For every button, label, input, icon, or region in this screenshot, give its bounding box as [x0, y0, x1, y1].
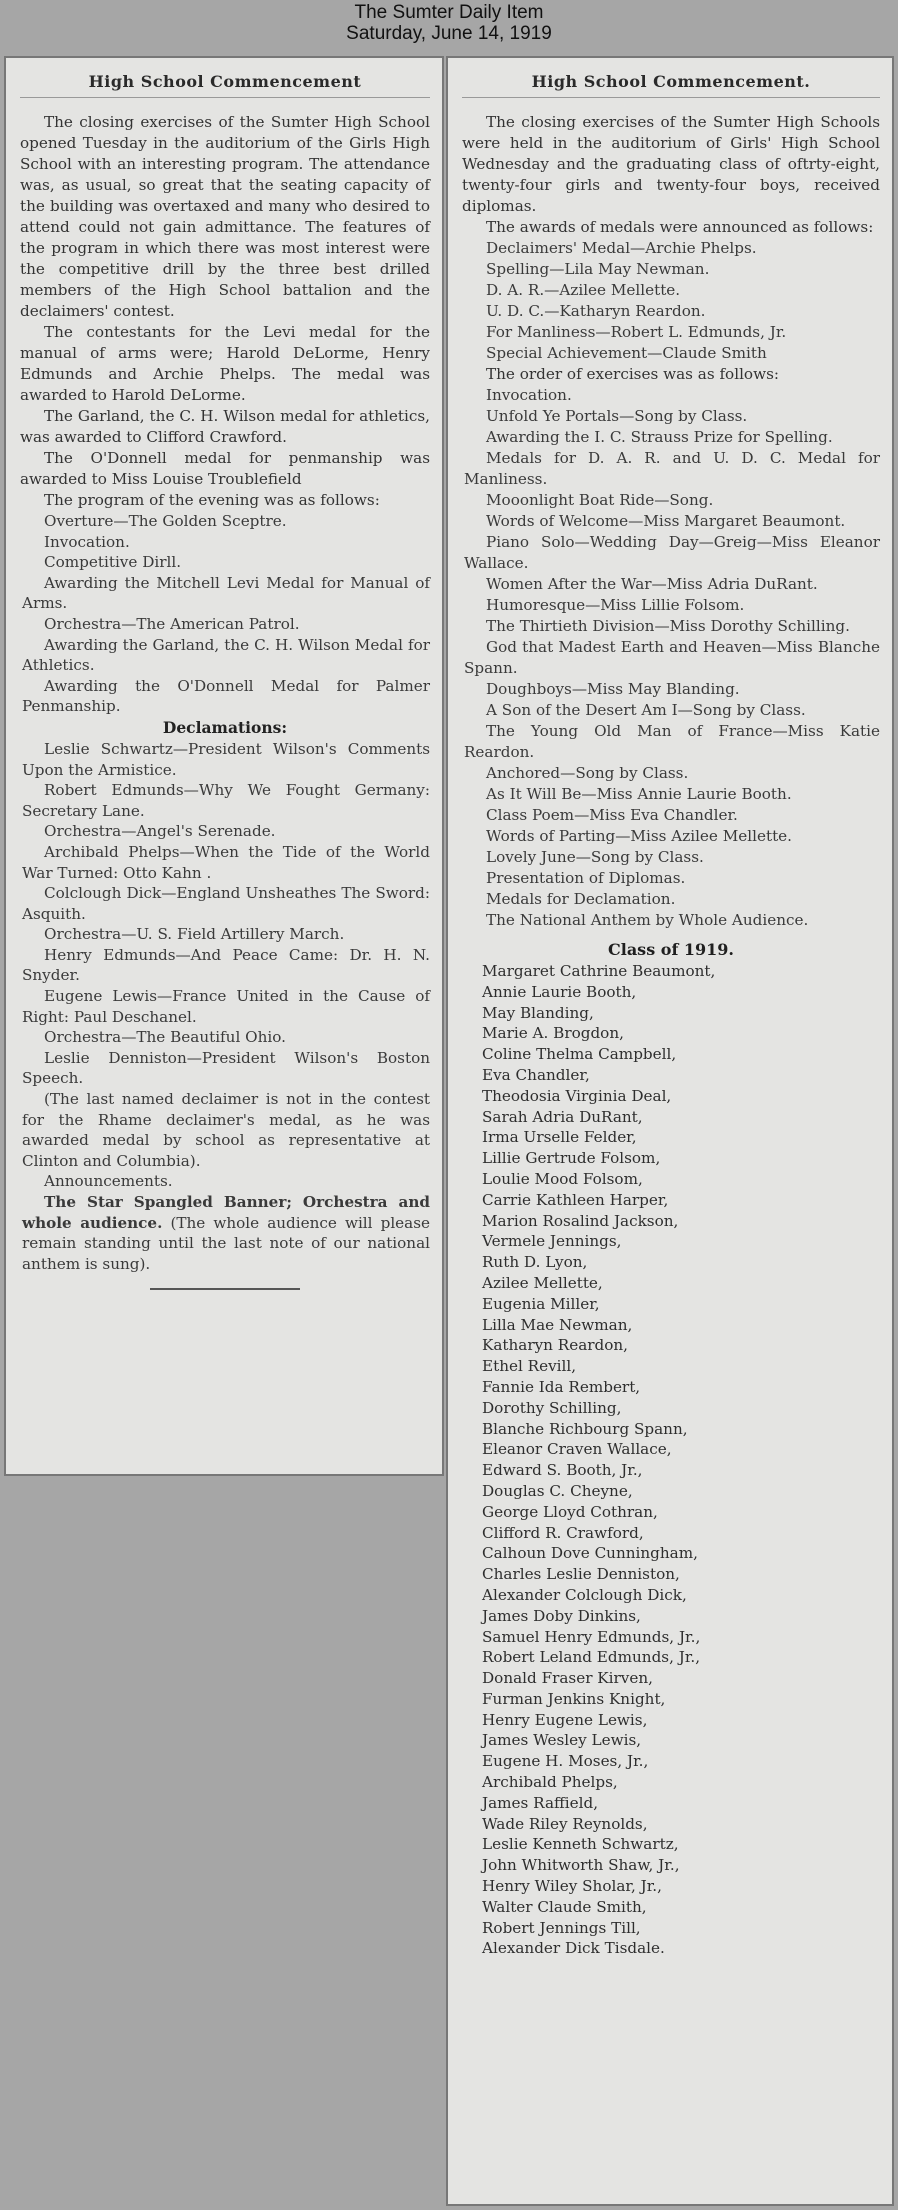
class-member-name: Lilla Mae Newman,: [482, 1315, 633, 1334]
class-member-name: Marie A. Brogdon,: [482, 1024, 624, 1043]
exercise-item: Lovely June—Song by Class.: [486, 848, 704, 866]
class-member-name: Eugene H. Moses, Jr.,: [482, 1752, 649, 1771]
article-paragraph: The closing exercises of the Sumter High Schools were held in the auditorium of Girls' High School Wednesday and the graduating class of oftrty-eight, twenty-four girls and twenty-four boys, received diplomas.: [462, 113, 880, 215]
class-member-name: Wade Riley Reynolds,: [482, 1814, 648, 1833]
exercise-item: Words of Parting—Miss Azilee Mellette.: [486, 827, 792, 845]
program-item: Awarding the Mitchell Levi Medal for Manual of Arms.: [22, 573, 430, 613]
class-member-name: Calhoun Dove Cunningham,: [482, 1544, 698, 1563]
class-member-name: Dorothy Schilling,: [482, 1398, 622, 1417]
article-paragraph: The contestants for the Levi medal for the manual of arms were; Harold DeLorme, Henry Edmunds and Archie Phelps. The medal was awarded to Harold DeLorme.: [20, 323, 430, 404]
award-item: U. D. C.—Katharyn Reardon.: [486, 302, 706, 320]
class-member-name: Ethel Revill,: [482, 1357, 577, 1376]
class-member-name: Henry Eugene Lewis,: [482, 1710, 648, 1729]
article-paragraph: The O'Donnell medal for penmanship was awarded to Miss Louise Troublefield: [20, 449, 430, 488]
class-roster-title: Class of 1919.: [608, 940, 734, 959]
program-list: [20, 511, 430, 717]
exercise-item: The National Anthem by Whole Audience.: [486, 911, 809, 929]
class-member-name: Robert Leland Edmunds, Jr.,: [482, 1648, 701, 1667]
article-paragraph: The Garland, the C. H. Wilson medal for athletics, was awarded to Clifford Crawford.: [20, 407, 430, 446]
program-item: Competitive Dirll.: [44, 553, 182, 572]
class-member-name: Theodosia Virginia Deal,: [482, 1086, 672, 1105]
exercise-item: Humoresque—Miss Lillie Folsom.: [486, 596, 745, 614]
class-member-name: Eleanor Craven Wallace,: [482, 1440, 672, 1459]
class-member-name: George Lloyd Cothran,: [482, 1502, 658, 1521]
declamation-item: (The last named declaimer is not in the contest for the Rhame declaimer's medal, as he was awarded medal by school as representative at Clinton and Columbia).: [22, 1090, 430, 1170]
award-item: Special Achievement—Claude Smith: [486, 344, 767, 362]
class-member-name: May Blanding,: [482, 1003, 594, 1022]
class-member-name: Alexander Colclough Dick,: [482, 1585, 687, 1604]
left-clipping: [4, 56, 444, 1476]
class-member-name: Henry Wiley Sholar, Jr.,: [482, 1877, 662, 1896]
article-paragraph: The program of the evening was as follows:: [44, 491, 380, 509]
publication-name: The Sumter Daily Item: [354, 2, 544, 23]
declamation-item: Leslie Schwartz—President Wilson's Comments Upon the Armistice.: [22, 739, 430, 779]
class-member-name: Charles Leslie Denniston,: [482, 1565, 680, 1584]
exercise-item: Invocation.: [486, 386, 572, 404]
class-member-name: Ruth D. Lyon,: [482, 1253, 588, 1272]
article-paragraph: The awards of medals were announced as follows:: [486, 218, 874, 236]
class-member-name: Robert Jennings Till,: [482, 1918, 641, 1937]
class-member-name: Archibald Phelps,: [482, 1773, 618, 1792]
exercise-item: Words of Welcome—Miss Margaret Beaumont.: [486, 512, 846, 530]
award-item: For Manliness—Robert L. Edmunds, Jr.: [486, 323, 787, 341]
class-member-name: James Doby Dinkins,: [482, 1606, 641, 1625]
class-member-name: James Raffield,: [482, 1793, 599, 1812]
right-clipping: [446, 56, 894, 2206]
exercise-item: Anchored—Song by Class.: [486, 764, 689, 782]
exercises-list: [462, 385, 880, 931]
declamation-item: Robert Edmunds—Why We Fought Germany: Secretary Lane.: [22, 781, 430, 820]
exercise-item: Awarding the I. C. Strauss Prize for Spelling.: [486, 428, 833, 446]
class-member-name: Katharyn Reardon,: [482, 1336, 629, 1355]
class-member-name: Carrie Kathleen Harper,: [482, 1190, 669, 1209]
class-member-name: Marion Rosalind Jackson,: [482, 1211, 679, 1230]
class-member-name: Eugenia Miller,: [482, 1294, 600, 1313]
exercise-item: A Son of the Desert Am I—Song by Class.: [486, 701, 806, 719]
declamation-item: Orchestra—The Beautiful Ohio.: [44, 1028, 286, 1047]
program-item: Overture—The Golden Sceptre.: [44, 512, 287, 530]
award-item: Declaimers' Medal—Archie Phelps.: [486, 239, 757, 257]
publication-date: Saturday, June 14, 1919: [346, 23, 552, 44]
right-article-title: High School Commencement.: [462, 72, 880, 98]
class-member-name: Leslie Kenneth Schwartz,: [482, 1835, 679, 1854]
class-member-name: Irma Urselle Felder,: [482, 1128, 637, 1147]
closing-note: [20, 1192, 430, 1274]
class-member-name: James Wesley Lewis,: [482, 1731, 642, 1750]
class-member-name: Samuel Henry Edmunds, Jr.,: [482, 1627, 701, 1646]
page-header: [0, 0, 898, 50]
class-member-name: Douglas C. Cheyne,: [482, 1481, 633, 1500]
exercise-item: The Thirtieth Division—Miss Dorothy Schilling.: [486, 617, 850, 635]
exercise-item: The Young Old Man of France—Miss Katie Reardon.: [464, 722, 880, 761]
exercise-item: Doughboys—Miss May Blanding.: [486, 680, 740, 698]
closing-anthem: The Star Spangled Banner; Orchestra and whole audience.: [22, 1193, 430, 1232]
awards-list: [462, 238, 880, 364]
program-item: Invocation.: [44, 532, 130, 551]
class-member-name: Margaret Cathrine Beaumont,: [482, 962, 716, 980]
class-member-name: Lillie Gertrude Folsom,: [482, 1149, 661, 1168]
class-member-name: Fannie Ida Rembert,: [482, 1377, 641, 1396]
article-paragraph: The closing exercises of the Sumter High School opened Tuesday in the auditorium of the Girls High School with an interesting program. The attendance was, as usual, so great that the seating capacity of the building was overtaxed and many who desired to attend could not gain admittance. The features of the program in which there was most interest were the competitive drill by the three best drilled members of the High School battalion and the declaimers' contest.: [20, 113, 430, 320]
right-article: [448, 58, 892, 1969]
declamation-item: Eugene Lewis—France United in the Cause of Right: Paul Deschanel.: [22, 987, 430, 1026]
program-item: Orchestra—The American Patrol.: [44, 614, 300, 633]
exercise-item: Medals for Declamation.: [486, 890, 676, 908]
award-item: Spelling—Lila May Newman.: [486, 260, 710, 278]
program-item: Awarding the Garland, the C. H. Wilson Medal for Athletics.: [22, 635, 430, 675]
left-article: [6, 58, 442, 1300]
class-member-name: Furman Jenkins Knight,: [482, 1689, 666, 1708]
class-member-name: Annie Laurie Booth,: [482, 982, 637, 1001]
exercise-item: Presentation of Diplomas.: [486, 869, 686, 887]
class-member-name: Edward S. Booth, Jr.,: [482, 1461, 643, 1480]
class-member-name: Blanche Richbourg Spann,: [482, 1419, 688, 1438]
class-member-name: Walter Claude Smith,: [482, 1897, 647, 1916]
exercise-item: Medals for D. A. R. and U. D. C. Medal for Manliness.: [464, 449, 880, 488]
exercise-item: Class Poem—Miss Eva Chandler.: [486, 806, 738, 824]
class-member-name: Eva Chandler,: [482, 1065, 590, 1084]
class-member-name: Azilee Mellette,: [482, 1273, 603, 1292]
article-paragraph: The order of exercises was as follows:: [486, 365, 779, 383]
declamation-item: Orchestra—U. S. Field Artillery March.: [44, 925, 345, 944]
award-item: D. A. R.—Azilee Mellette.: [486, 281, 681, 299]
class-member-name: Sarah Adria DuRant,: [482, 1107, 643, 1126]
class-member-name: Coline Thelma Campbell,: [482, 1045, 677, 1064]
class-member-name: Vermele Jennings,: [482, 1232, 622, 1251]
exercise-item: Unfold Ye Portals—Song by Class.: [486, 407, 748, 425]
declamation-item: Colclough Dick—England Unsheathes The Sword: Asquith.: [22, 884, 430, 923]
declamation-item: Archibald Phelps—When the Tide of the World War Turned: Otto Kahn .: [22, 842, 430, 882]
program-item: Awarding the O'Donnell Medal for Palmer Penmanship.: [22, 676, 430, 716]
exercise-item: Women After the War—Miss Adria DuRant.: [486, 575, 818, 593]
declamation-item: Henry Edmunds—And Peace Came: Dr. H. N. Snyder.: [22, 945, 430, 985]
declamations-heading: Declamations:: [162, 717, 288, 737]
exercise-item: God that Madest Earth and Heaven—Miss Blanche Spann.: [464, 638, 880, 677]
declamations-list: [20, 739, 430, 1192]
declamation-item: Orchestra—Angel's Serenade.: [44, 822, 276, 841]
end-rule: [150, 1288, 300, 1290]
declamation-item: Announcements.: [44, 1172, 173, 1191]
class-member-name: Alexander Dick Tisdale.: [482, 1939, 665, 1958]
declamation-item: Leslie Denniston—President Wilson's Boston Speech.: [22, 1048, 430, 1088]
exercise-item: As It Will Be—Miss Annie Laurie Booth.: [486, 785, 792, 803]
exercise-item: Mooonlight Boat Ride—Song.: [486, 491, 714, 509]
closing-instruction: (The whole audience will please remain standing until the last note of our national anthem is sung).: [22, 1213, 431, 1273]
class-member-name: John Whitworth Shaw, Jr.,: [482, 1856, 680, 1875]
class-member-name: Loulie Mood Folsom,: [482, 1169, 643, 1188]
left-article-title: High School Commencement: [20, 72, 430, 98]
exercise-item: Piano Solo—Wedding Day—Greig—Miss Eleanor Wallace.: [464, 533, 880, 572]
class-roster: [462, 961, 880, 1959]
class-member-name: Clifford R. Crawford,: [482, 1523, 644, 1542]
class-member-name: Donald Fraser Kirven,: [482, 1669, 653, 1688]
